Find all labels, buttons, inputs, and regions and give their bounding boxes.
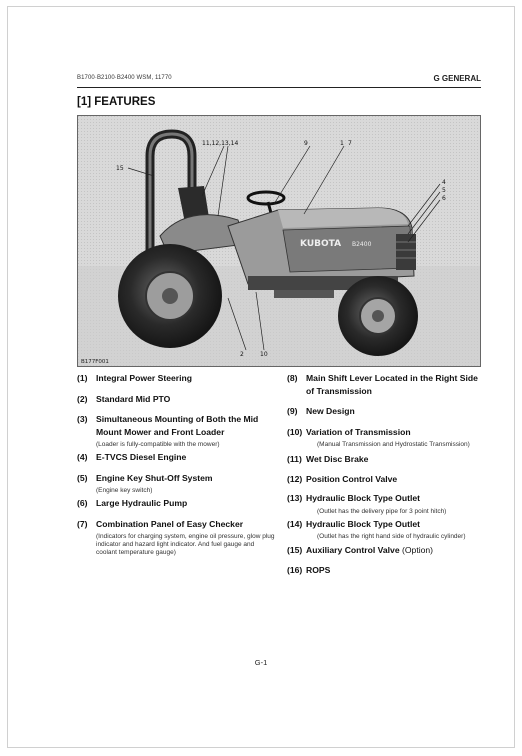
feature-number: (13) xyxy=(287,493,303,503)
feature-item xyxy=(287,518,487,542)
feature-number: (8) xyxy=(287,373,298,383)
feature-item xyxy=(287,426,487,450)
page-number: G-1 xyxy=(254,658,268,667)
feature-item xyxy=(287,453,487,466)
feature-text: New Design xyxy=(306,406,355,416)
feature-note: (Manual Transmission and Hydrostatic Transmission) xyxy=(317,441,470,448)
feature-text: Integral Power Steering xyxy=(96,373,192,383)
feature-number: (12) xyxy=(287,473,303,484)
callout-1: 1 xyxy=(340,140,344,147)
feature-number: (4) xyxy=(77,452,88,462)
feature-number: (7) xyxy=(77,518,88,529)
callout-9: 9 xyxy=(304,140,308,147)
feature-text: Variation of Transmission xyxy=(306,426,411,437)
feature-text: Simultaneous Mounting of Both the Mid Mount Mower and Front Loader xyxy=(96,414,259,437)
features-list-left xyxy=(77,372,277,557)
feature-item xyxy=(77,393,277,406)
callout-2: 2 xyxy=(240,351,244,358)
feature-number: (15) xyxy=(287,545,303,555)
feature-text: ROPS xyxy=(306,564,331,575)
feature-number: (10) xyxy=(287,426,303,437)
feature-text: E-TVCS Diesel Engine xyxy=(96,452,187,462)
feature-number: (3) xyxy=(77,414,88,424)
feature-item xyxy=(77,451,277,464)
feature-number: (5) xyxy=(77,472,88,483)
callout-10: 10 xyxy=(260,351,268,358)
feature-text: Position Control Valve xyxy=(306,473,398,484)
feature-number: (9) xyxy=(287,406,298,416)
feature-item xyxy=(287,492,487,516)
features-list-right xyxy=(287,372,487,576)
feature-text: Main Shift Lever Located in the Right Side of Transmission xyxy=(306,373,478,396)
feature-text: Wet Disc Brake xyxy=(306,454,369,464)
feature-item xyxy=(77,518,277,558)
callout-5: 5 xyxy=(442,187,446,194)
feature-item xyxy=(77,472,277,496)
feature-note: (Outlet has the right hand side of hydraulic cylinder) xyxy=(317,533,466,540)
tractor-photo xyxy=(77,115,481,367)
feature-text: Large Hydraulic Pump xyxy=(96,498,188,508)
feature-number: (2) xyxy=(77,393,88,404)
hood-model-label: B2400 xyxy=(352,241,372,248)
feature-item xyxy=(77,497,277,510)
callout-4: 4 xyxy=(442,179,446,186)
callout-11-14: 11,12,13,14 xyxy=(202,140,239,147)
feature-number: (6) xyxy=(77,498,88,508)
feature-note: (Engine key switch) xyxy=(96,487,153,494)
section-title: [1] FEATURES xyxy=(77,96,156,108)
feature-note: (Indicators for charging system, engine oil pressure, glow plug indicator and hazard light indicator. And fuel gauge and coolant temperature gauge) xyxy=(96,533,275,556)
feature-text: Engine Key Shut-Off System xyxy=(96,472,213,483)
hood-brand-label: KUBOTA xyxy=(300,239,342,249)
feature-item xyxy=(287,564,487,577)
feature-text: Hydraulic Block Type Outlet xyxy=(306,493,420,503)
tractor-illustration xyxy=(78,116,480,366)
feature-number: (16) xyxy=(287,564,303,575)
feature-number: (11) xyxy=(287,454,302,464)
feature-text: Auxiliary Control Valve xyxy=(306,545,400,555)
feature-text: Standard Mid PTO xyxy=(96,393,171,404)
header-model-code: B1700·B2100·B2400 WSM, 11770 xyxy=(77,75,172,81)
callout-15: 15 xyxy=(116,165,124,172)
page-header xyxy=(77,73,481,88)
feature-item xyxy=(287,544,487,557)
feature-text: Hydraulic Block Type Outlet xyxy=(306,518,420,529)
feature-number: (1) xyxy=(77,373,88,383)
callout-7: 7 xyxy=(348,140,352,147)
feature-item xyxy=(287,372,487,397)
callout-6: 6 xyxy=(442,195,446,202)
header-section: G GENERAL xyxy=(433,74,481,83)
feature-item xyxy=(77,413,277,449)
photo-code: B177F001 xyxy=(81,359,109,365)
feature-note: (Outlet has the delivery pipe for 3 point hitch) xyxy=(317,507,447,515)
feature-number: (14) xyxy=(287,518,303,529)
feature-item xyxy=(287,473,487,486)
feature-note: (Loader is fully-compatible with the mower) xyxy=(96,441,220,448)
feature-text: Combination Panel of Easy Checker xyxy=(96,518,244,529)
feature-item xyxy=(77,372,277,385)
feature-item xyxy=(287,405,487,418)
feature-option-tag: (Option) xyxy=(402,545,434,555)
